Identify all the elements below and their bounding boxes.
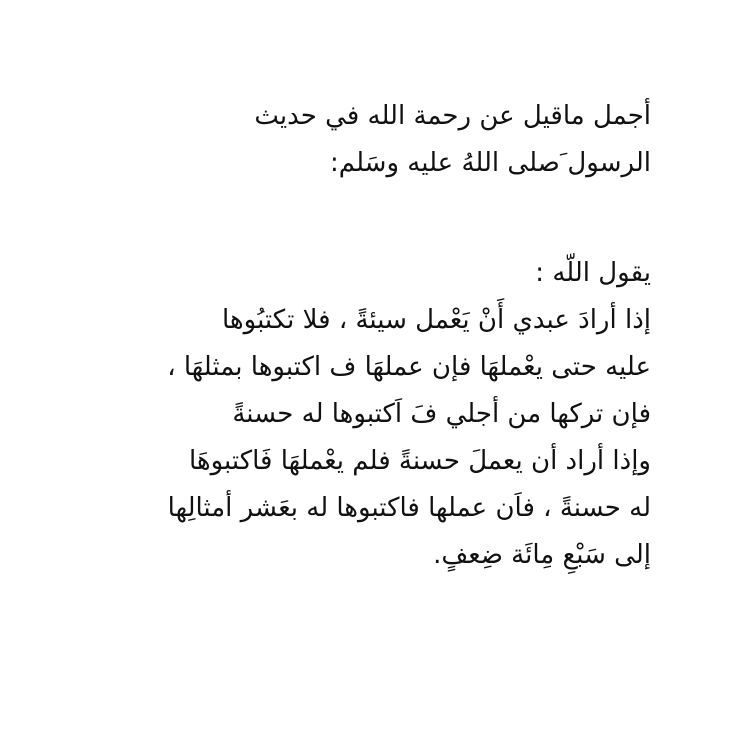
hadith-line-1: يقول اللّه : [535,258,651,288]
quote-heading [51,93,651,187]
heading-line-1: أجمل ماقيل عن رحمة الله في حديث [254,101,651,131]
hadith-line-7: إلى سَبْعِ مِائَة ضِعفٍ. [433,540,651,570]
hadith-line-4: فإن تركها من أجلي فَ اَكتبوها له حسنةً [232,399,651,429]
hadith-line-2: إذا أرادَ عبدي أَنْ يَعْمل سيئةً ، فلا تكتبُوها [222,305,651,335]
hadith-line-5: وإذا أراد أن يعملَ حسنةً فلم يعْملهَا فَاكتبوهَا [188,446,651,476]
hadith-line-6: له حسنةً ، فاَن عملها فاكتبوها له بعَشر أمثالِها [167,493,651,523]
hadith-text [51,250,651,579]
hadith-line-3: عليه حتى يعْملهَا فإن عملهَا ف اكتبوها بمثلهَا ، [167,352,651,382]
heading-line-2: الرسول َصلى اللهُ عليه وسَلم: [330,148,651,178]
